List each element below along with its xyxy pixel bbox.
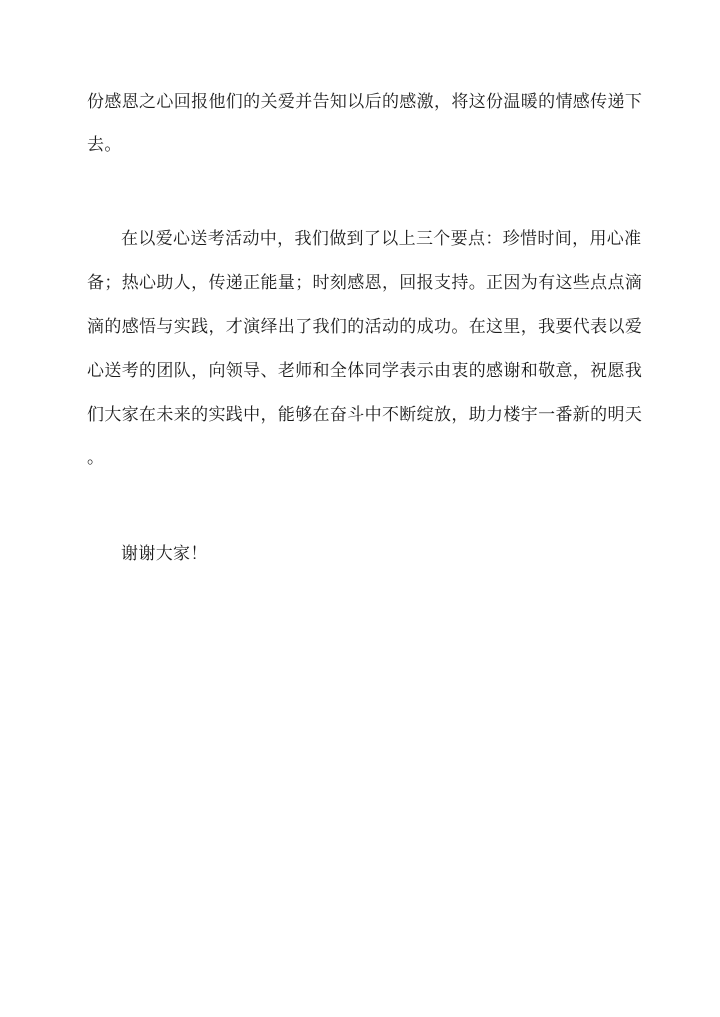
paragraph-2-line-5: 们大家在未来的实践中，能够在奋斗中不断绽放，助力楼宇一番新的明天 xyxy=(87,405,643,425)
paragraph-1-line-2: 去。 xyxy=(87,135,122,155)
paragraph-2-line-2: 备；热心助人，传递正能量；时刻感恩，回报支持。正因为有这些点点滴 xyxy=(87,273,643,293)
paragraph-2-line-4: 心送考的团队，向领导、老师和全体同学表示由衷的感谢和敬意，祝愿我 xyxy=(87,361,643,381)
paragraph-2-line-3: 滴的感悟与实践，才演绎出了我们的活动的成功。在这里，我要代表以爱 xyxy=(87,317,643,337)
closing-line: 谢谢大家！ xyxy=(121,544,208,564)
paragraph-2-line-1: 在以爱心送考活动中，我们做到了以上三个要点：珍惜时间，用心准 xyxy=(121,229,642,249)
paragraph-1-line-1: 份感恩之心回报他们的关爱并告知以后的感激，将这份温暖的情感传递下 xyxy=(87,92,643,112)
paragraph-2-line-6: 。 xyxy=(87,448,105,468)
